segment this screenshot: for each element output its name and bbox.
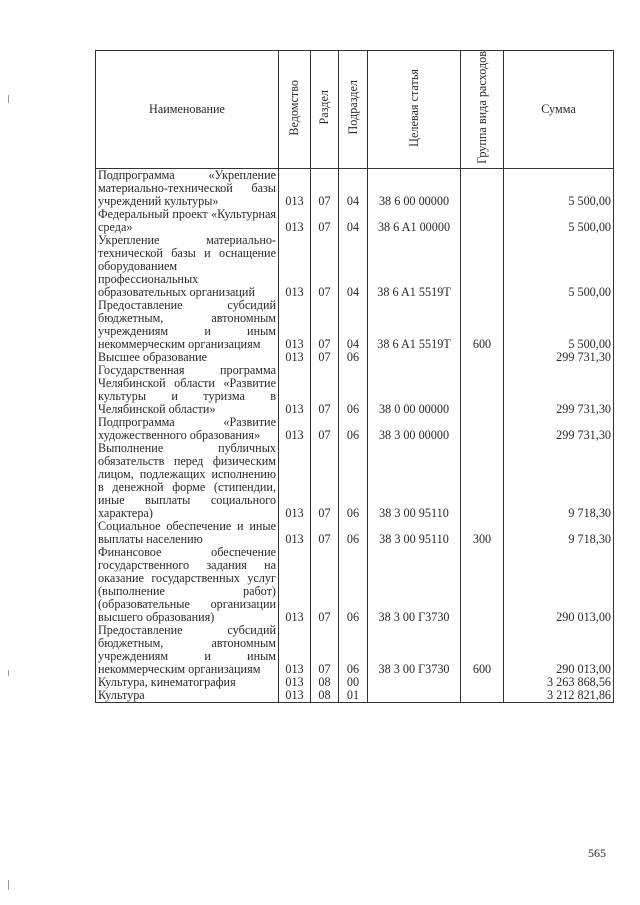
row-section: 07 xyxy=(311,546,339,624)
row-department: 013 xyxy=(279,364,311,416)
row-department: 013 xyxy=(279,624,311,676)
row-department: 013 xyxy=(279,442,311,520)
row-amount: 3 263 868,56 xyxy=(504,676,614,689)
row-subsection: 04 xyxy=(339,208,368,234)
table-row xyxy=(96,442,614,520)
header-department: Ведомство xyxy=(279,51,311,169)
row-target-article: 38 3 00 Г3730 xyxy=(368,624,461,676)
row-department: 013 xyxy=(279,416,311,442)
row-name: Выполнение публичных обязательств перед физическим лицом, подлежащих исполнению в денежной форме (стипендии, иные выплаты социального характера) xyxy=(96,442,279,520)
table-row xyxy=(96,168,614,208)
row-section: 07 xyxy=(311,364,339,416)
row-subsection: 06 xyxy=(339,624,368,676)
row-section: 07 xyxy=(311,624,339,676)
row-subsection: 06 xyxy=(339,364,368,416)
row-name: Финансовое обеспечение государственного задания на оказание государственных услуг (выполнение работ) (образовательные организации высшего образования) xyxy=(96,546,279,624)
row-amount: 5 500,00 xyxy=(504,168,614,208)
header-target-article: Целевая статья xyxy=(368,51,461,169)
row-department: 013 xyxy=(279,520,311,546)
row-expense-type xyxy=(461,234,504,299)
row-name: Социальное обеспечение и иные выплаты населению xyxy=(96,520,279,546)
table-row xyxy=(96,546,614,624)
header-expense-type: Группа вида расходов xyxy=(461,51,504,169)
row-name: Федеральный проект «Культурная среда» xyxy=(96,208,279,234)
row-department: 013 xyxy=(279,689,311,703)
scan-margin-mark xyxy=(8,670,9,676)
row-name: Подпрограмма «Развитие художественного образования» xyxy=(96,416,279,442)
row-name: Подпрограмма «Укрепление материально-технической базы учреждений культуры» xyxy=(96,168,279,208)
row-amount: 3 212 821,86 xyxy=(504,689,614,703)
row-subsection: 04 xyxy=(339,299,368,351)
header-subsection: Подраздел xyxy=(339,51,368,169)
row-amount: 5 500,00 xyxy=(504,299,614,351)
row-expense-type xyxy=(461,416,504,442)
row-amount: 5 500,00 xyxy=(504,208,614,234)
row-name: Предоставление субсидий бюджетным, автономным учреждениям и иным некоммерческим организациям xyxy=(96,299,279,351)
table-row xyxy=(96,364,614,416)
row-department: 013 xyxy=(279,546,311,624)
row-expense-type: 600 xyxy=(461,299,504,351)
row-subsection: 06 xyxy=(339,546,368,624)
row-amount: 290 013,00 xyxy=(504,546,614,624)
row-name: Предоставление субсидий бюджетным, автономным учреждениям и иным некоммерческим организациям xyxy=(96,624,279,676)
scan-margin-mark xyxy=(8,880,9,890)
table-row xyxy=(96,520,614,546)
row-department: 013 xyxy=(279,351,311,364)
row-amount: 290 013,00 xyxy=(504,624,614,676)
row-section: 07 xyxy=(311,351,339,364)
row-subsection: 04 xyxy=(339,234,368,299)
row-name: Высшее образование xyxy=(96,351,279,364)
row-expense-type xyxy=(461,208,504,234)
row-expense-type xyxy=(461,168,504,208)
row-expense-type xyxy=(461,676,504,689)
row-section: 07 xyxy=(311,234,339,299)
row-department: 013 xyxy=(279,676,311,689)
row-target-article: 38 6 00 00000 xyxy=(368,168,461,208)
table-row xyxy=(96,234,614,299)
row-department: 013 xyxy=(279,299,311,351)
row-amount: 299 731,30 xyxy=(504,416,614,442)
row-section: 07 xyxy=(311,299,339,351)
row-target-article: 38 6 A1 5519T xyxy=(368,234,461,299)
row-name: Культура xyxy=(96,689,279,703)
row-expense-type xyxy=(461,351,504,364)
row-target-article xyxy=(368,676,461,689)
row-section: 08 xyxy=(311,676,339,689)
row-subsection: 06 xyxy=(339,416,368,442)
row-target-article: 38 6 A1 5519T xyxy=(368,299,461,351)
header-amount: Сумма xyxy=(504,51,614,169)
row-section: 07 xyxy=(311,208,339,234)
row-expense-type xyxy=(461,689,504,703)
row-section: 07 xyxy=(311,168,339,208)
row-department: 013 xyxy=(279,234,311,299)
header-name: Наименование xyxy=(96,51,279,169)
row-target-article xyxy=(368,689,461,703)
row-subsection: 06 xyxy=(339,442,368,520)
row-section: 08 xyxy=(311,689,339,703)
table-row xyxy=(96,416,614,442)
row-expense-type xyxy=(461,546,504,624)
row-name: Культура, кинематография xyxy=(96,676,279,689)
table-row xyxy=(96,624,614,676)
table-body xyxy=(96,168,614,702)
row-target-article: 38 3 00 Г3730 xyxy=(368,546,461,624)
row-target-article: 38 3 00 95110 xyxy=(368,520,461,546)
row-expense-type xyxy=(461,442,504,520)
table-row xyxy=(96,299,614,351)
row-amount: 9 718,30 xyxy=(504,442,614,520)
row-amount: 299 731,30 xyxy=(504,351,614,364)
row-target-article: 38 3 00 00000 xyxy=(368,416,461,442)
row-section: 07 xyxy=(311,520,339,546)
header-section: Раздел xyxy=(311,51,339,169)
row-subsection: 00 xyxy=(339,676,368,689)
row-subsection: 01 xyxy=(339,689,368,703)
row-expense-type: 300 xyxy=(461,520,504,546)
budget-table xyxy=(95,50,614,703)
row-expense-type xyxy=(461,364,504,416)
row-amount: 9 718,30 xyxy=(504,520,614,546)
row-section: 07 xyxy=(311,416,339,442)
table-row xyxy=(96,676,614,689)
row-amount: 5 500,00 xyxy=(504,234,614,299)
row-amount: 299 731,30 xyxy=(504,364,614,416)
row-subsection: 06 xyxy=(339,351,368,364)
row-section: 07 xyxy=(311,442,339,520)
row-target-article: 38 3 00 95110 xyxy=(368,442,461,520)
row-name: Государственная программа Челябинской области «Развитие культуры и туризма в Челябинской области» xyxy=(96,364,279,416)
scan-margin-mark xyxy=(8,95,9,103)
row-target-article: 38 6 A1 00000 xyxy=(368,208,461,234)
row-target-article: 38 0 00 00000 xyxy=(368,364,461,416)
row-subsection: 04 xyxy=(339,168,368,208)
table-row xyxy=(96,208,614,234)
row-expense-type: 600 xyxy=(461,624,504,676)
table-row xyxy=(96,351,614,364)
row-target-article xyxy=(368,351,461,364)
row-department: 013 xyxy=(279,208,311,234)
row-name: Укрепление материально-технической базы и оснащение оборудованием профессиональных образовательных организаций xyxy=(96,234,279,299)
table-header-row xyxy=(96,51,614,169)
table-row xyxy=(96,689,614,703)
row-department: 013 xyxy=(279,168,311,208)
row-subsection: 06 xyxy=(339,520,368,546)
page-number: 565 xyxy=(588,846,606,860)
